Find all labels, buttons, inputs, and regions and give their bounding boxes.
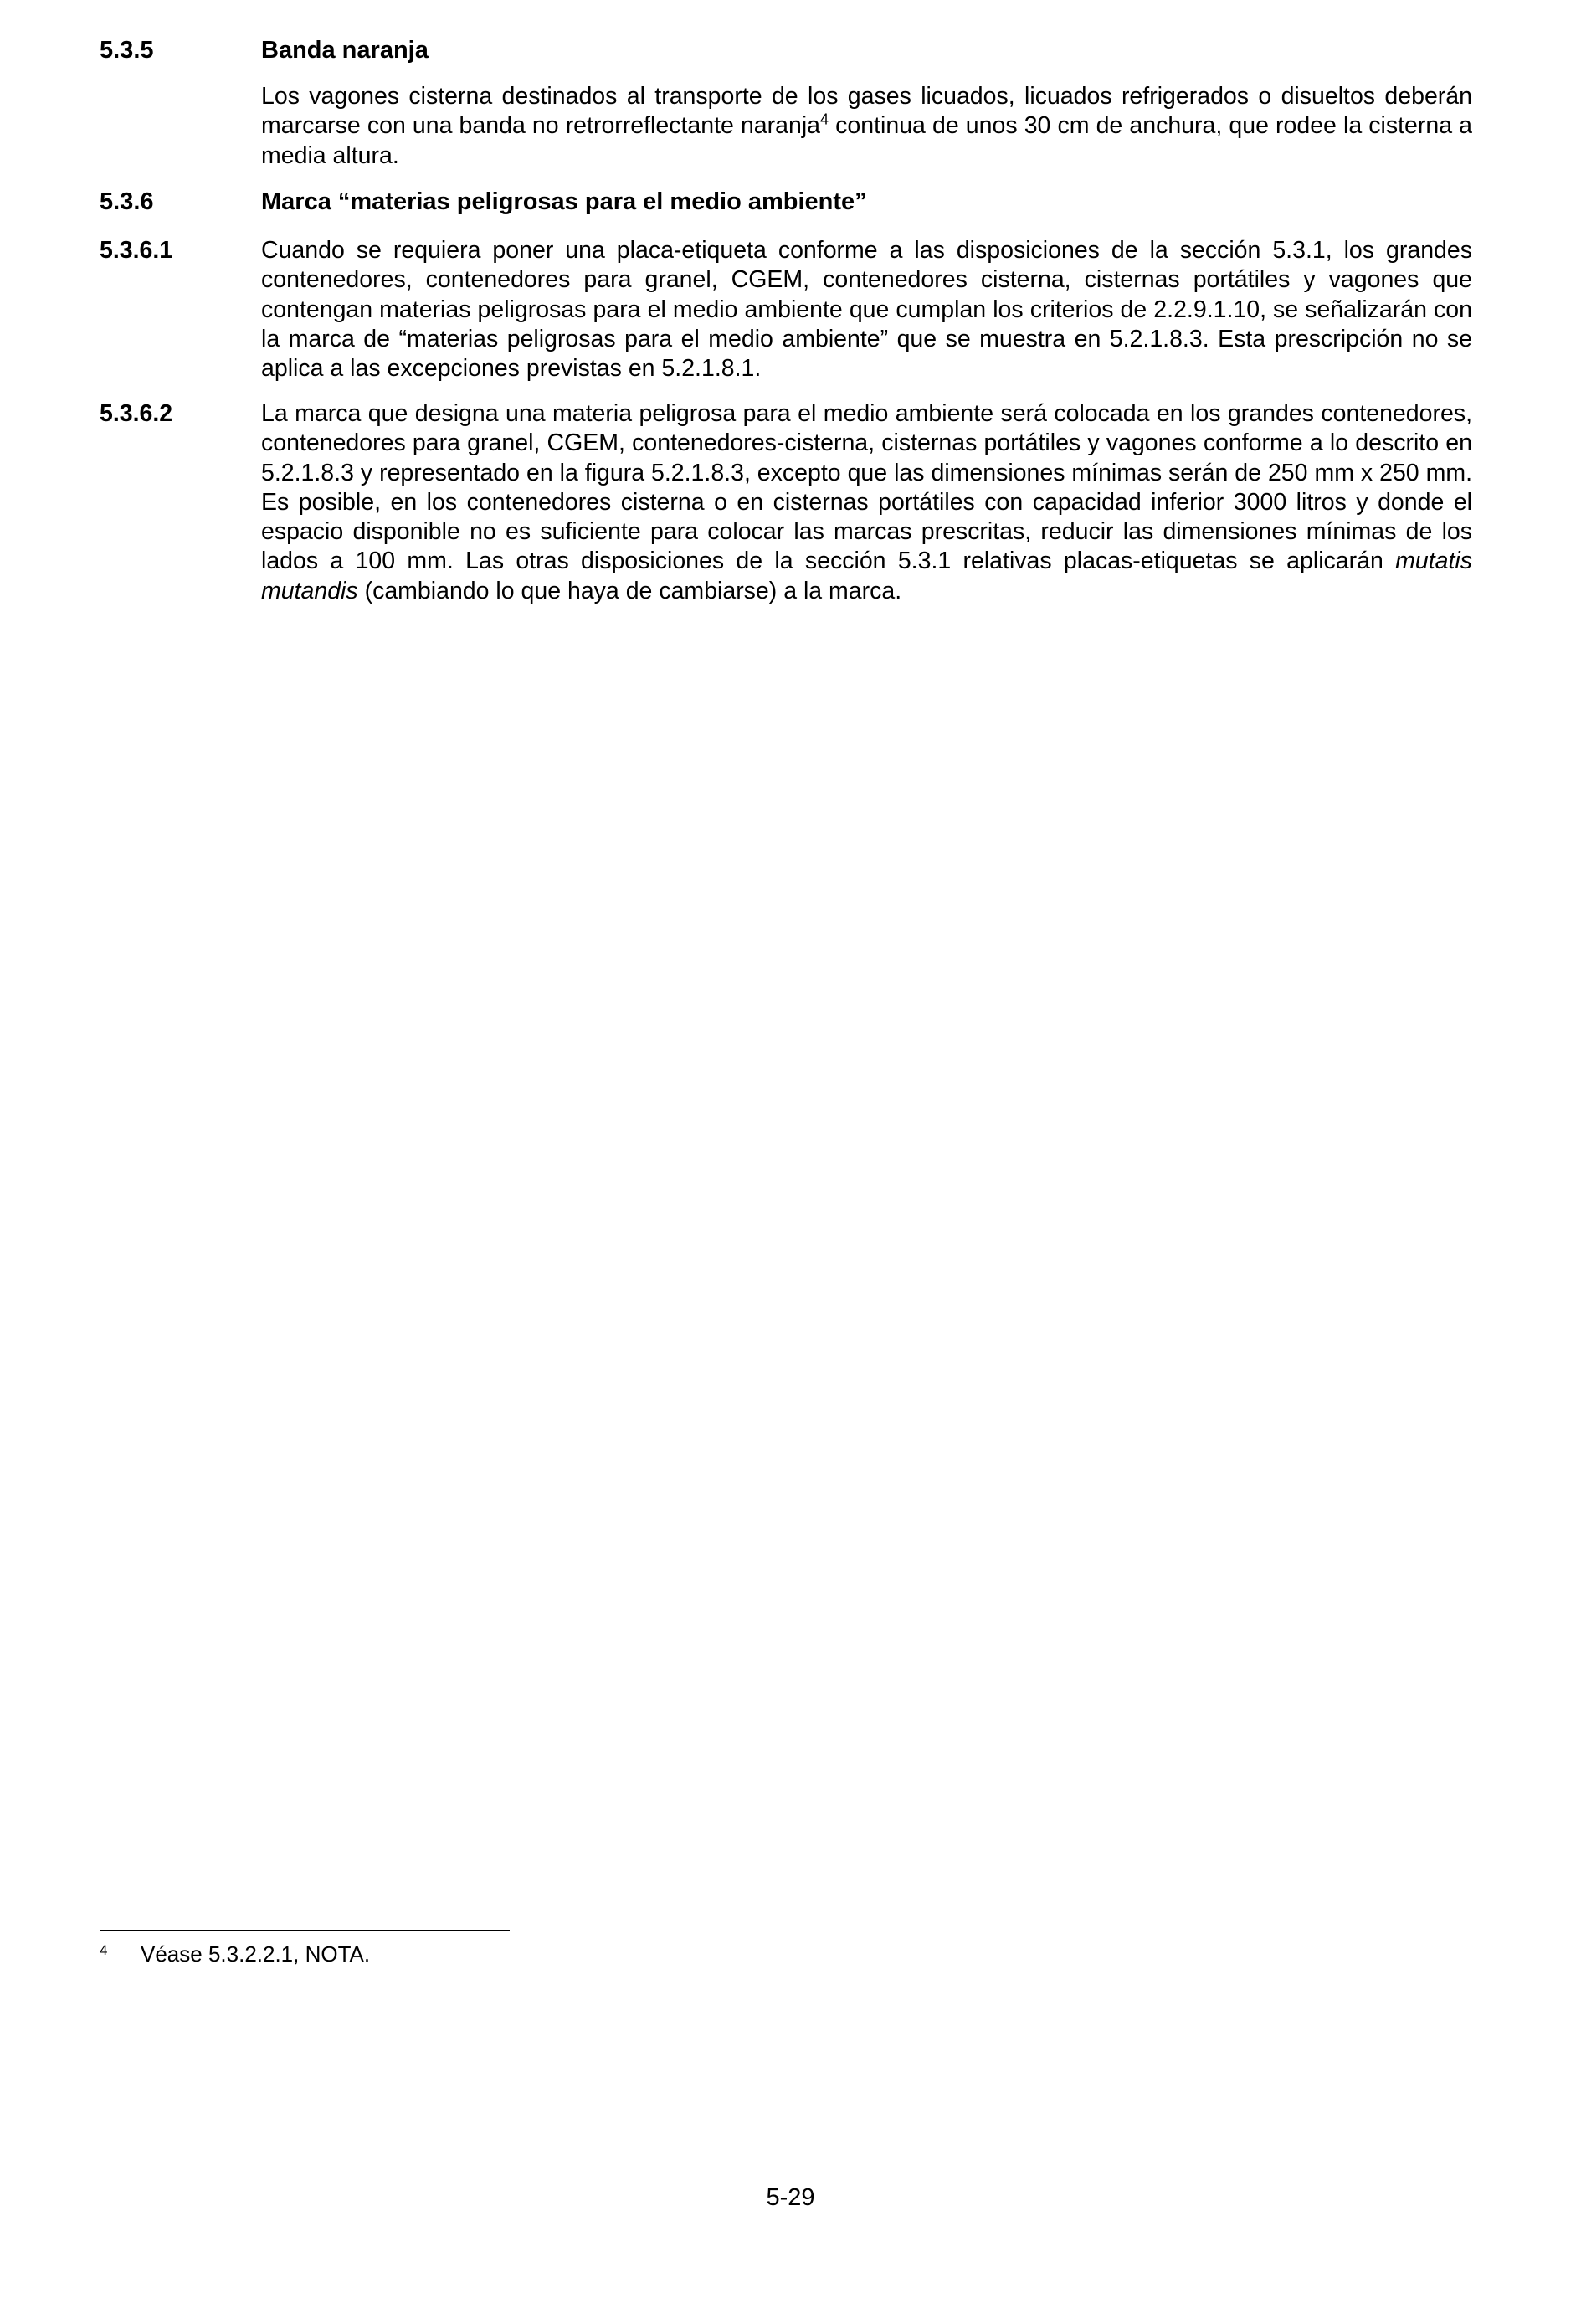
latin-phrase: mutatis mutandis [261,548,1472,604]
page-number: 5-29 [766,2184,815,2211]
paragraph-text: La marca que designa una materia peligrosa para el medio ambiente será colocada en los grandes contenedores, contenedores para granel, CGEM, contenedores-cisterna, cisternas portátiles y vagones conforme a lo descrito en 5.2.1.8.3 y representado en la figura 5.2.1.8.3, excepto que las dimensiones mínimas serán de 250 mm x 250 mm. Es posible, en los contenedores cisterna o en cisternas portátiles con capacidad inferior 3000 litros y donde el espacio disponible no es suficiente para colocar las marcas prescritas, reducir las dimensiones mínimas de los lados a 100 mm. Las otras disposiciones de la sección 5.3.1 relativas placas-etiquetas se aplicarán [261,400,1472,575]
footnote-text: Véase 5.3.2.2.1, NOTA. [141,1941,371,1967]
footnote-mark: 4 [100,1942,108,1958]
section-title: Marca “materias peligrosas para el medio ambiente” [261,188,867,215]
paragraph-5-3-6-1 [100,236,1472,383]
footnote-separator [100,1930,510,1931]
paragraph-body [261,399,1472,606]
section-number: 5.3.5 [100,37,154,64]
paragraph-body: Cuando se requiera poner una placa-etiqueta conforme a las disposiciones de la sección 5.3.1, los grandes contenedores, contenedores para granel, CGEM, contenedores cisterna, cisternas portátiles y vagones que contengan materias peligrosas para el medio ambiente que cumplan los criterios de 2.2.9.1.10, se señalizarán con la marca de “materias peligrosas para el medio ambiente” que se muestra en 5.2.1.8.3. Esta prescripción no se aplica a las excepciones previstas en 5.2.1.8.1. [261,237,1472,383]
paragraph-text-continued: continua de unos 30 cm de anchura, que rodee la cisterna a media altura. [261,112,1473,169]
paragraph-text-continued: (cambiando lo que haya de cambiarse) a la marca. [357,577,902,604]
paragraph-body [261,82,1472,171]
section-number: 5.3.6 [100,188,154,215]
section-title: Banda naranja [261,37,429,64]
paragraph-number: 5.3.6.2 [100,400,173,427]
footnote-reference: 4 [820,111,829,128]
paragraph-text: Los vagones cisterna destinados al transporte de los gases licuados, licuados refrigerados o disueltos deberán marcarse con una banda no retrorreflectante naranja [261,83,1472,140]
paragraph-5-3-6-2 [100,399,1472,606]
paragraph-5-3-5 [100,82,1472,171]
paragraph-number: 5.3.6.1 [100,237,173,264]
